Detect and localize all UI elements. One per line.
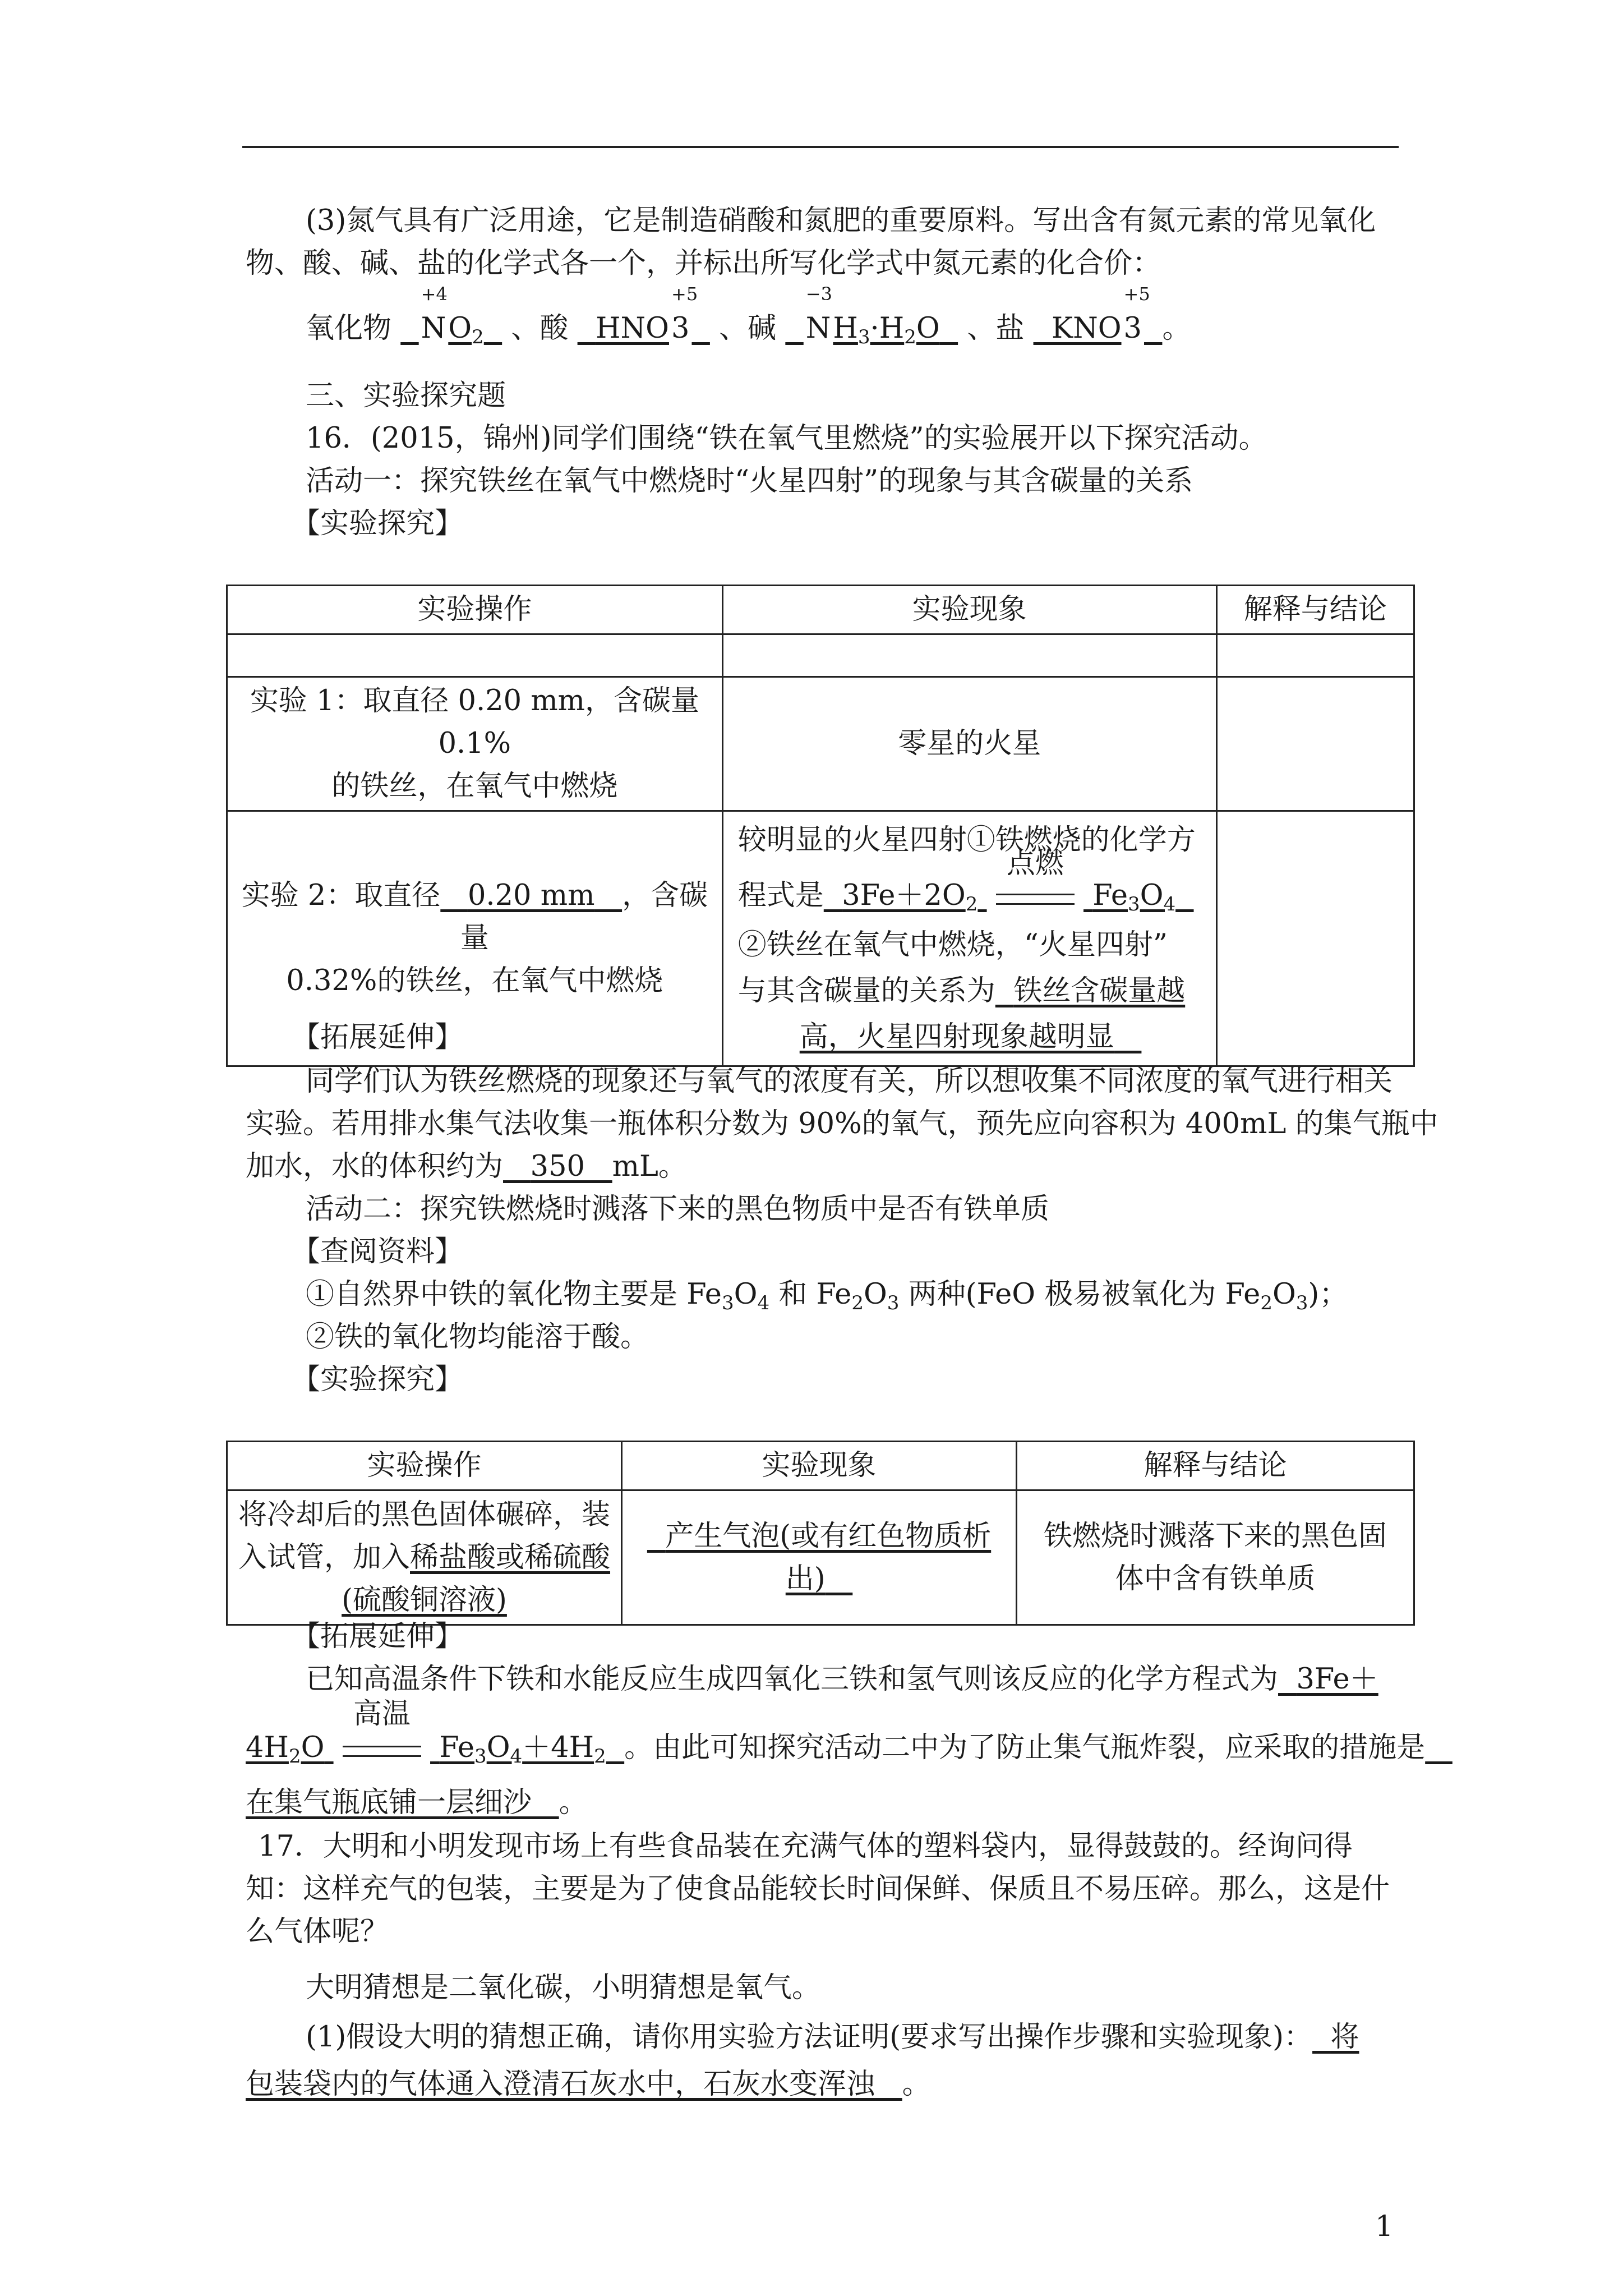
extension-heading-1: 【拓展延伸】: [292, 1021, 464, 1054]
experiment-heading-1: 【实验探究】: [292, 507, 464, 540]
extension2-line2: $4H_2O$ 高温 $Fe_3O_4+4H_2$ 。由此可知探究活动二中为了防止集气瓶炸裂，应采取的措施是: [246, 1697, 1426, 1768]
salt-answer: KNO +5 3: [1052, 283, 1150, 345]
table1-row2-operation: 实验 2：取直径 0.20 mm ，含碳量 0.32%的铁丝，在氧气中燃烧: [227, 811, 723, 1066]
experiment-heading-2: 【实验探究】: [292, 1363, 464, 1396]
experiment-table-2: [226, 1441, 1415, 1626]
extension2-line3: 在集气瓶底铺一层细沙 。: [246, 1786, 588, 1819]
page-number: 1: [1375, 2210, 1394, 2243]
q15-3-answers: 氧化物 +4 $NO_2$ 、酸 HNO +5 3 、碱 −3 $NH_3\cdot H_2O$ 、盐 KNO +5 3 。: [306, 283, 1191, 348]
q16-activity2: 活动二：探究铁燃烧时溅落下来的黑色物质中是否有铁单质: [306, 1193, 1050, 1226]
salt-label: 、盐: [967, 312, 1025, 345]
table1-row2-conclusion: [1216, 811, 1414, 1066]
q15-3-line1: (3)氮气具有广泛用途，它是制造硝酸和氮肥的重要原料。写出含有氮元素的常见氧化: [306, 204, 1376, 237]
table1-empty-cell: [722, 634, 1216, 677]
table1-header-phenomenon: 实验现象: [722, 586, 1216, 634]
oxide-answer: +4 $NO_2$: [421, 283, 484, 348]
extension1-line2: 实验。若用排水集气法收集一瓶体积分数为 90%的氧气，预先应向容积为 400mL 的集气瓶中: [246, 1107, 1438, 1140]
table2-header-operation: 实验操作: [227, 1442, 622, 1490]
extension2-line1: 已知高温条件下铁和水能反应生成四氧化三铁和氢气则该反应的化学方程式为 3Fe＋: [306, 1663, 1378, 1696]
section-title: 三、实验探究题: [306, 379, 506, 412]
extension1-answer: 350: [530, 1150, 585, 1183]
table2-conclusion: 铁燃烧时溅落下来的黑色固 体中含有铁单质: [1017, 1490, 1414, 1625]
extension1-line1: 同学们认为铁丝燃烧的现象还与氧气的浓度有关，所以想收集不同浓度的氧气进行相关: [306, 1065, 1393, 1098]
table2-phenomenon: 产生气泡(或有红色物质析 出): [622, 1490, 1017, 1625]
q16-intro: 16．(2015，锦州)同学们围绕“铁在氧气里燃烧”的实验展开以下探究活动。: [306, 422, 1267, 455]
q17-line1: 17．大明和小明发现市场上有些食品装在充满气体的塑料袋内，显得鼓鼓的。经询问得: [258, 1830, 1353, 1863]
q17-line3: 么气体呢？: [246, 1915, 389, 1948]
acid-answer: HNO +5 3: [596, 283, 698, 345]
q17-line2: 知：这样充气的包装，主要是为了使食品能较长时间保鲜、保质且不易压碎。那么，这是什: [246, 1872, 1390, 1906]
extension1-line3: 加水，水的体积约为 350 mL。: [246, 1150, 687, 1183]
ignition-condition: 点燃: [996, 871, 1075, 905]
oxide-label: 氧化物: [306, 312, 392, 345]
lookup-item-2: ②铁的氧化物均能溶于酸。: [306, 1320, 649, 1354]
q17-line5: (1)假设大明的猜想正确，请你用实验方法证明(要求写出操作步骤和实验现象)： 将: [306, 2021, 1359, 2054]
table1-empty-cell: [227, 634, 723, 677]
high-temperature-condition: 高温: [343, 1723, 421, 1757]
table1-row2-phenomenon: 较明显的火星四射①铁燃烧的化学方 程式是 $3Fe+2O_2$ 点燃 $Fe_3O_4$ ②铁丝在氧气中燃烧，“火星四射” 与其含碳量的关系为 铁丝含碳量越 高，火星四射现象越明显: [722, 811, 1216, 1066]
q17-line6: 包装袋内的气体通入澄清石灰水中，石灰水变浑浊 。: [246, 2068, 931, 2101]
acid-label: 、酸: [511, 312, 569, 345]
table1-empty-cell: [1216, 634, 1414, 677]
base-answer: −3 $NH_3\cdot H_2O$: [805, 283, 940, 348]
lookup-heading: 【查阅资料】: [292, 1235, 464, 1268]
table1-row1-conclusion: [1216, 677, 1414, 811]
table1-header-conclusion: 解释与结论: [1216, 586, 1414, 634]
table1-header-operation: 实验操作: [227, 586, 723, 634]
table1-row1-phenomenon: 零星的火星: [722, 677, 1216, 811]
lookup-item-1: ①自然界中铁的氧化物主要是 $Fe_3O_4$ 和 $Fe_2O_3$ 两种(FeO 极易被氧化为 $Fe_2O_3$)；: [306, 1278, 1348, 1314]
q17-line4: 大明猜想是二氧化碳，小明猜想是氧气。: [306, 1971, 821, 2004]
header-rule: [242, 146, 1399, 148]
q16-activity1: 活动一：探究铁丝在氧气中燃烧时“火星四射”的现象与其含碳量的关系: [306, 464, 1193, 498]
table2-header-phenomenon: 实验现象: [622, 1442, 1017, 1490]
table1-row1-operation: 实验 1：取直径 0.20 mm，含碳量 0.1% 的铁丝，在氧气中燃烧: [227, 677, 723, 811]
experiment-table-1: [226, 585, 1415, 1067]
q15-3-line2: 物、酸、碱、盐的化学式各一个，并标出所写化学式中氮元素的化合价：: [246, 247, 1161, 280]
base-label: 、碱: [719, 312, 777, 345]
table2-operation: 将冷却后的黑色固体碾碎，装 入试管，加入稀盐酸或稀硫酸 (硫酸铜溶液): [227, 1490, 622, 1625]
table2-header-conclusion: 解释与结论: [1017, 1442, 1414, 1490]
extension-heading-2: 【拓展延伸】: [292, 1620, 464, 1653]
